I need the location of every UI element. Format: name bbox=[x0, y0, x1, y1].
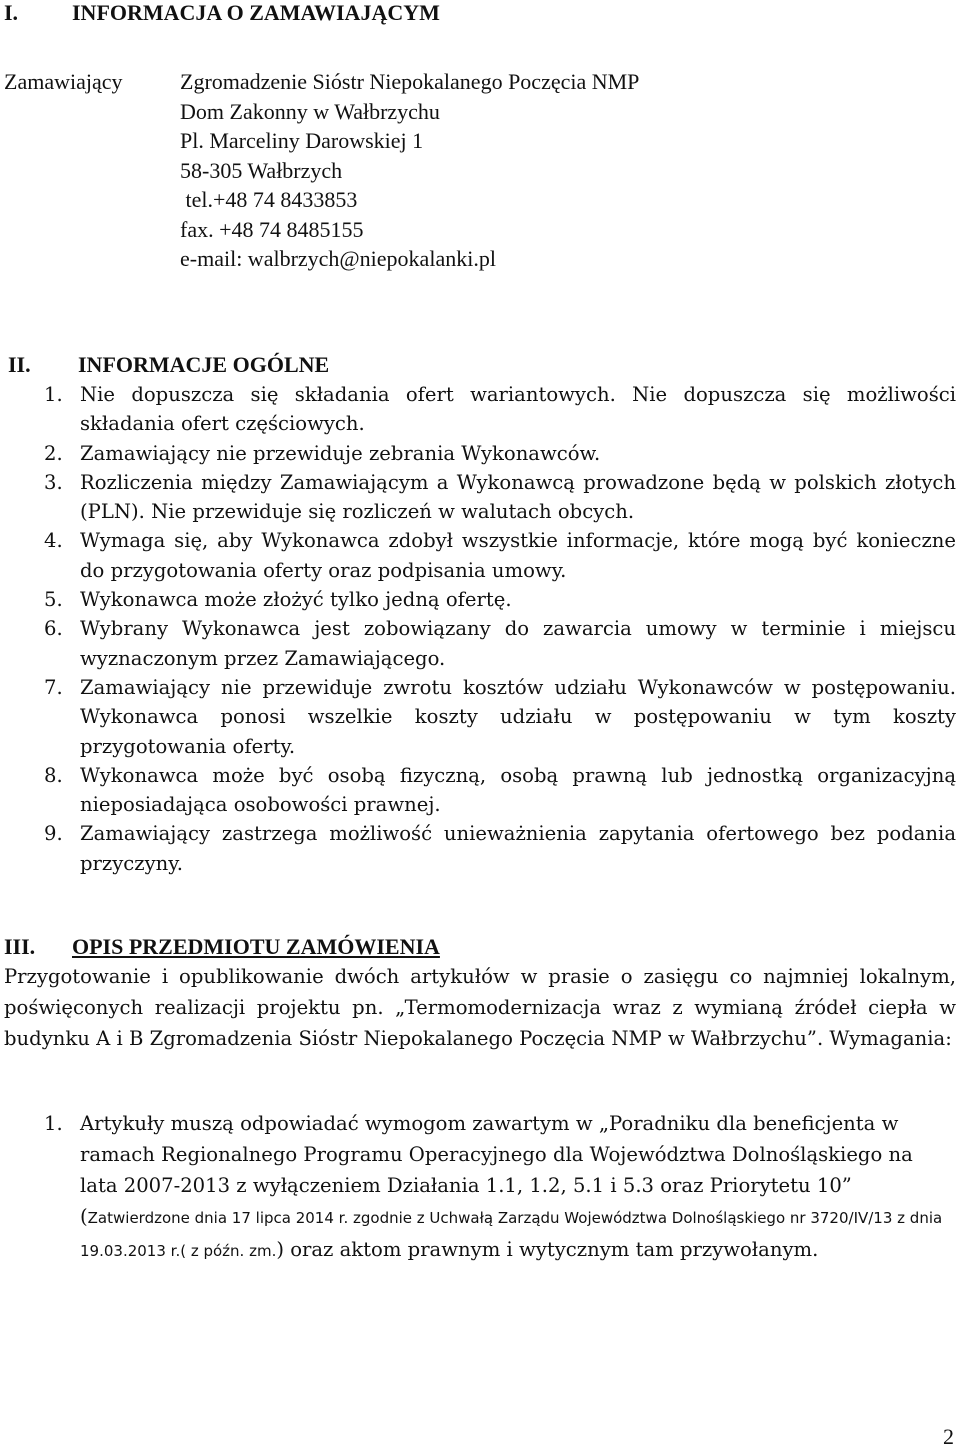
contracting-authority-label: Zamawiający bbox=[4, 69, 123, 94]
section-3-number: III. bbox=[4, 934, 36, 959]
list-item-text: Zamawiający nie przewiduje zebrania Wykonawców. bbox=[80, 441, 601, 465]
section-1-number: I. bbox=[4, 0, 19, 25]
list-item-text: Rozliczenia między Zamawiającym a Wykonawcą prowadzone będą w polskich złotych (PLN). Nie przewiduje się rozliczeń w walutach obcych. bbox=[80, 470, 956, 524]
list-item-number: 5. bbox=[44, 588, 63, 612]
list-item-text: Wykonawca może złożyć tylko jedną ofertę. bbox=[80, 588, 512, 612]
list-item-small-text: Zatwierdzone dnia 17 lipca 2014 r. zgodnie z Uchwałą Zarządu Województwa Dolnośląskiego nr 3720/IV/13 z dnia 19.03.2013 r.( z późn. zm. bbox=[80, 1209, 943, 1260]
list-item-text: Wymaga się, aby Wykonawca zdobył wszystkie informacje, które mogą być konieczne do przygotowania oferty oraz podpisania umowy. bbox=[80, 529, 956, 582]
list-item-number: 1. bbox=[44, 383, 63, 406]
section-1-title: INFORMACJA O ZAMAWIAJĄCYM bbox=[72, 0, 440, 25]
order-description-paragraph: Przygotowanie i opublikowanie dwóch artykułów w prasie o zasięgu co najmniej lokalnym, poświęconych realizacji projektu pn. „Termomodernizacja wraz z wymianą źródeł ciepła w budynku A i B Zgromadzenia Sióstr Niepokalanego Poczęcia NMP w Wałbrzychu”. Wymagania: bbox=[4, 965, 956, 1050]
list-item-text: ) oraz aktom prawnym i wytycznym tam przywołanym. bbox=[276, 1238, 819, 1261]
list-item-text: Zamawiający nie przewiduje zwrotu kosztów udziału Wykonawców w postępowaniu. Wykonawca ponosi wszelkie koszty udziału w postępowaniu w tym koszty przygotowania oferty. bbox=[80, 675, 956, 758]
list-item bbox=[44, 526, 956, 585]
phone-line: tel.+48 74 8433853 bbox=[180, 187, 358, 212]
list-item-number: 8. bbox=[44, 763, 63, 787]
general-information-list bbox=[44, 380, 956, 878]
section-1-heading bbox=[4, 0, 440, 26]
address-line: Dom Zakonny w Wałbrzychu bbox=[180, 98, 440, 124]
list-item-text: Artykuły muszą odpowiadać wymogom zawartym w „Poradniku dla beneficjenta w ramach Regionalnego Programu Operacyjnego dla Województwa Dolnośląskiego na lata 2007-2013 z wyłączeniem Działania 1.1, 1.2, 5.1 i 5.3 oraz Priorytetu 10” ( bbox=[80, 1112, 913, 1228]
contracting-authority-address bbox=[180, 67, 639, 274]
list-item bbox=[44, 585, 956, 614]
list-item bbox=[44, 1108, 948, 1267]
list-item bbox=[44, 614, 956, 673]
list-item-number: 1. bbox=[44, 1112, 63, 1135]
address-line: Pl. Marceliny Darowskiej 1 bbox=[180, 128, 424, 153]
list-item-number: 6. bbox=[44, 617, 63, 641]
section-2-heading bbox=[8, 352, 329, 378]
list-item bbox=[44, 761, 956, 820]
section-2-title: INFORMACJE OGÓLNE bbox=[78, 352, 330, 377]
list-item-number: 3. bbox=[44, 470, 63, 494]
list-item-number: 2. bbox=[44, 441, 63, 465]
fax-line: fax. +48 74 8485155 bbox=[180, 216, 364, 242]
list-item-text: Wykonawca może być osobą fizyczną, osobą prawną lub jednostką organizacyjną nieposiadająca osobowości prawnej. bbox=[80, 763, 956, 817]
address-line: 58-305 Wałbrzych bbox=[180, 157, 343, 183]
list-item-number: 9. bbox=[44, 822, 63, 846]
list-item-text: Nie dopuszcza się składania ofert wariantowych. Nie dopuszcza się możliwości składania ofert częściowych. bbox=[80, 383, 956, 436]
section-3-heading bbox=[4, 934, 440, 960]
list-item bbox=[44, 380, 956, 439]
section-3-title: OPIS PRZEDMIOTU ZAMÓWIENIA bbox=[72, 934, 440, 959]
list-item-number: 4. bbox=[44, 529, 63, 553]
page-number: 2 bbox=[943, 1424, 954, 1449]
email-line[interactable]: e-mail: walbrzych@niepokalanki.pl bbox=[180, 246, 496, 271]
list-item bbox=[44, 819, 956, 878]
section-2-number: II. bbox=[8, 352, 31, 377]
list-item-text: Zamawiający zastrzega możliwość unieważnienia zapytania ofertowego bez podania przyczyny. bbox=[80, 822, 956, 875]
list-item-text: Wybrany Wykonawca jest zobowiązany do zawarcia umowy w terminie i miejscu wyznaczonym przez Zamawiającego. bbox=[80, 617, 956, 670]
requirements-list bbox=[44, 1108, 948, 1267]
list-item bbox=[44, 673, 956, 761]
list-item bbox=[44, 468, 956, 527]
list-item bbox=[44, 439, 956, 468]
address-line: Zgromadzenie Sióstr Niepokalanego Poczęcia NMP bbox=[180, 69, 640, 94]
list-item-number: 7. bbox=[44, 675, 63, 699]
